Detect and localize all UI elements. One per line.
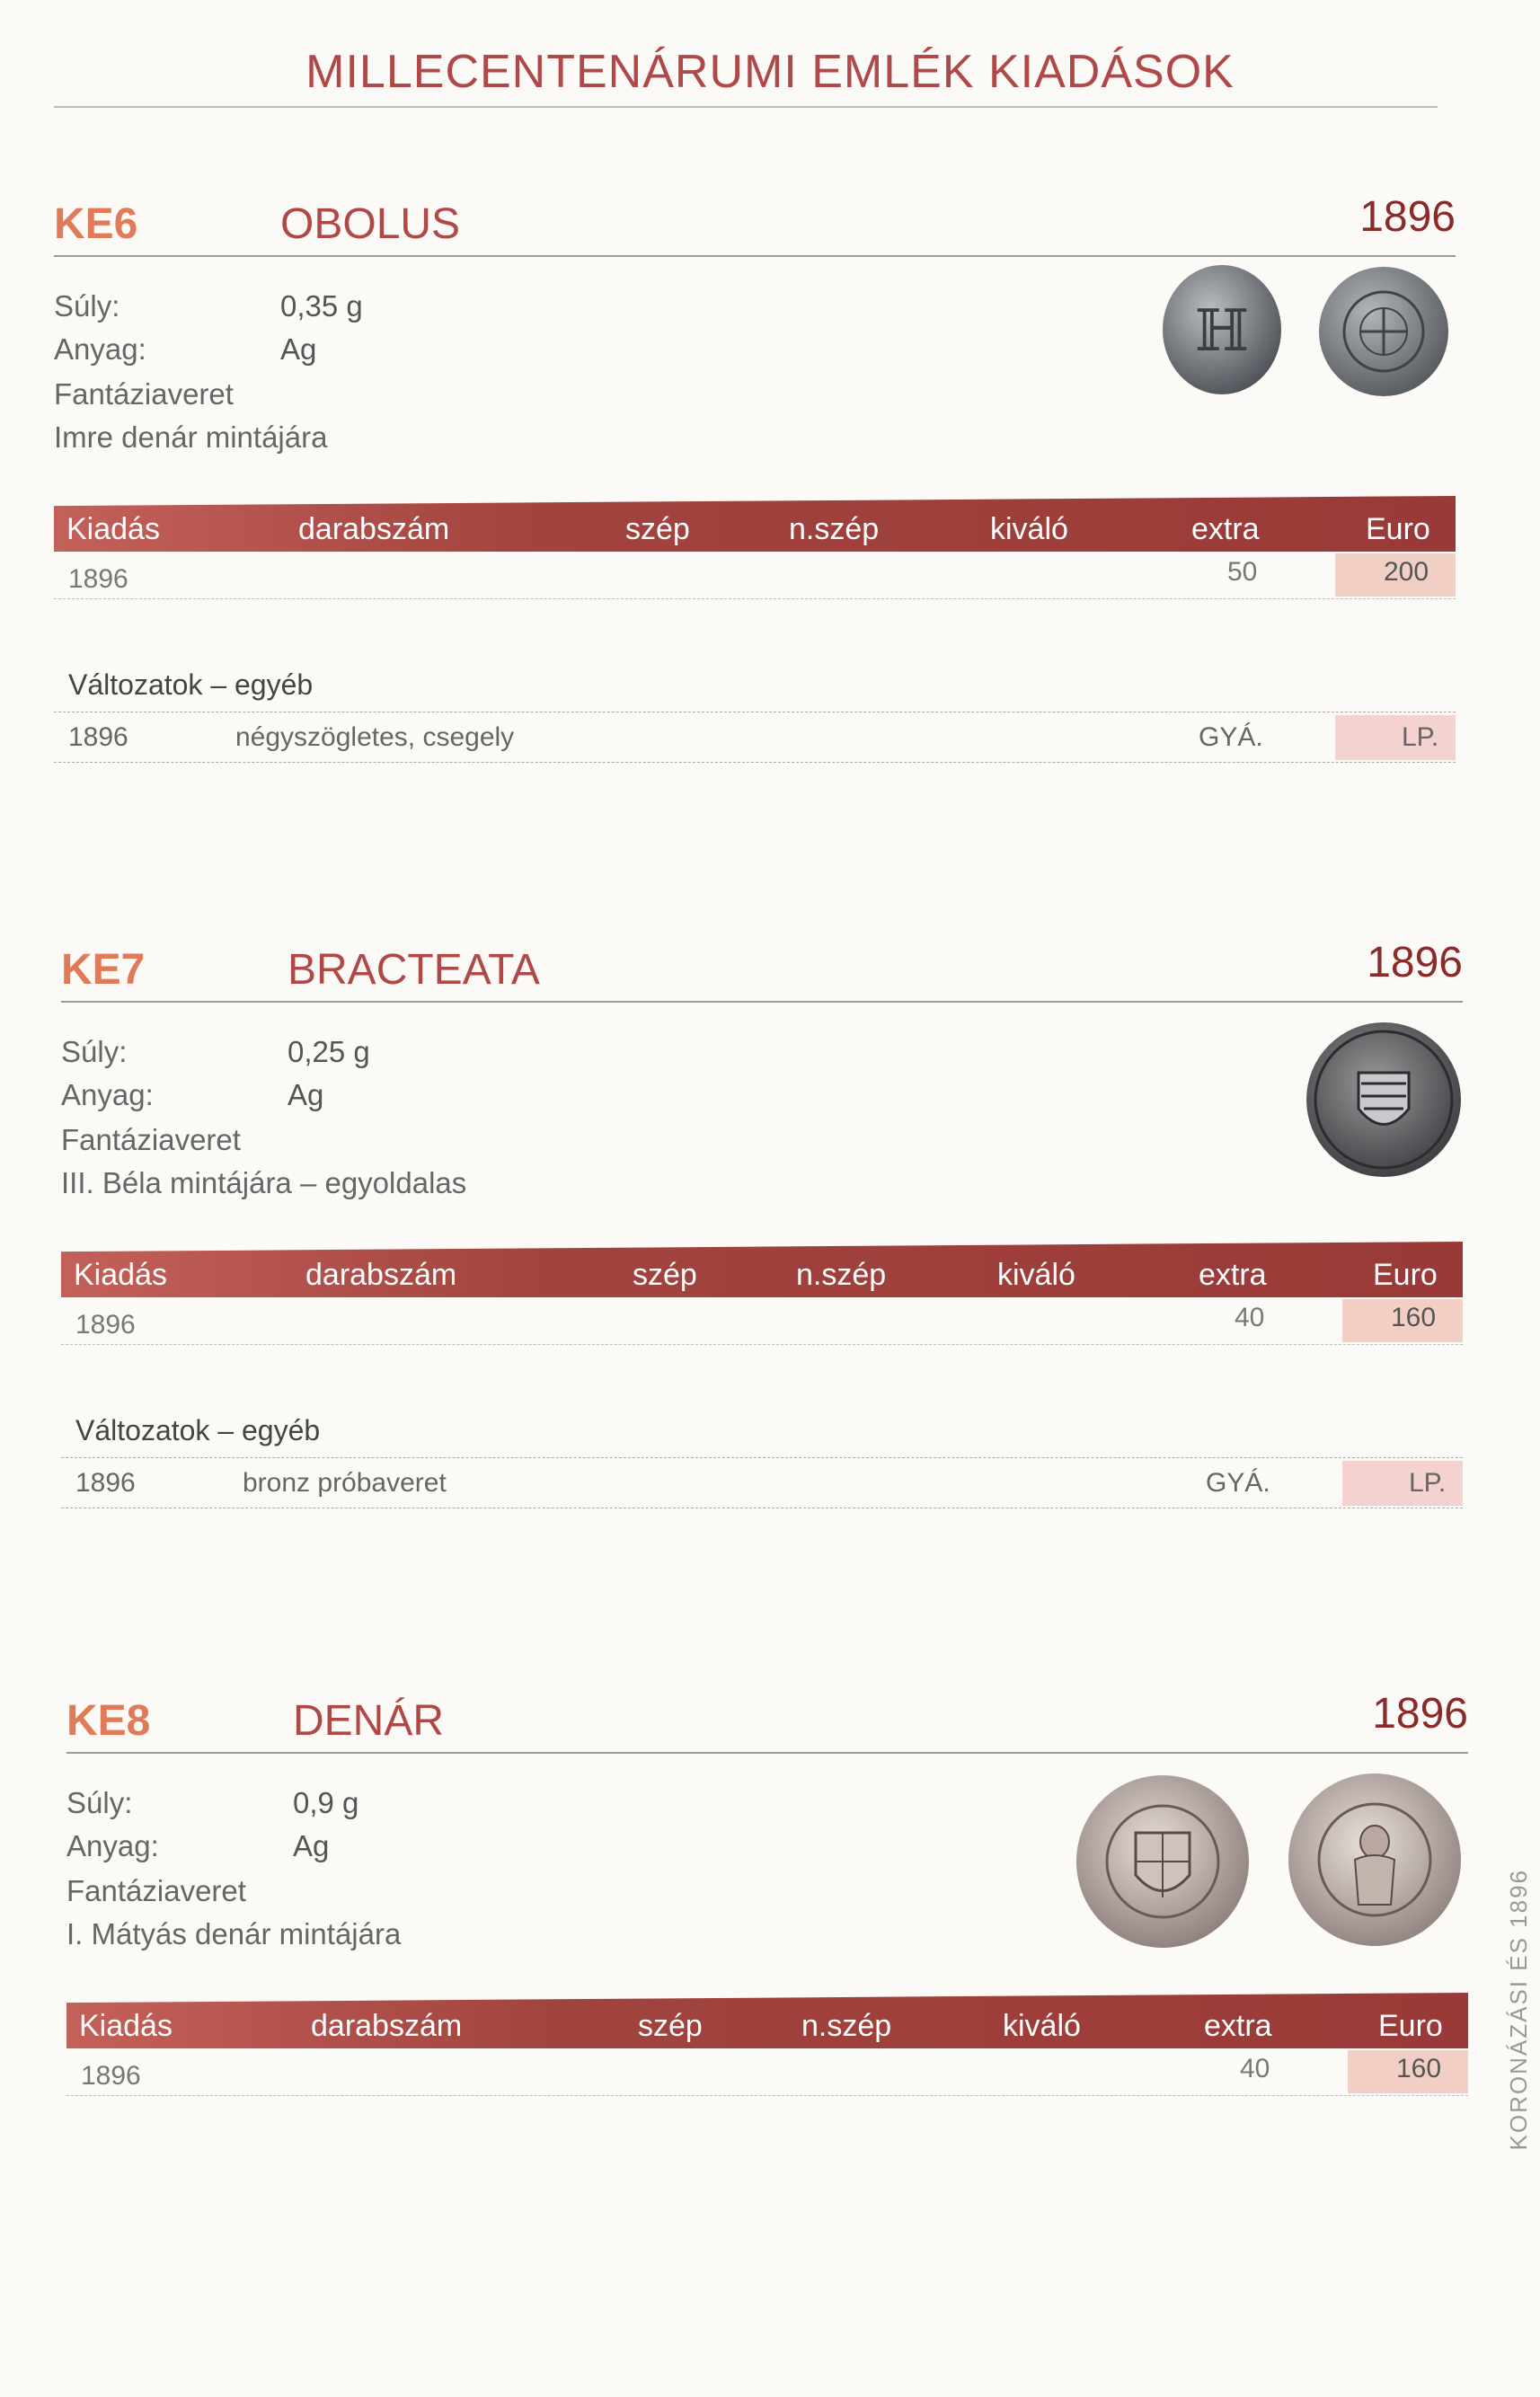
col-euro: Euro	[1366, 512, 1430, 546]
entry-divider	[61, 1001, 1463, 1003]
catalog-entry-ke6	[54, 193, 1456, 900]
table-row	[66, 2050, 1468, 2093]
coin-obverse-image	[1159, 262, 1285, 397]
variant-desc: négyszögletes, csegely	[235, 722, 515, 752]
variants-title: Változatok – egyéb	[75, 1414, 321, 1446]
svg-text:ℍ: ℍ	[1194, 298, 1250, 365]
entry-year: 1896	[1359, 193, 1456, 241]
material-value: Ag	[293, 1829, 330, 1862]
weight-value: 0,25 g	[288, 1035, 370, 1068]
col-euro: Euro	[1373, 1258, 1438, 1292]
table-row	[61, 1299, 1463, 1342]
col-count: darabszám	[298, 512, 450, 546]
entry-divider	[54, 255, 1456, 257]
row-issue: 1896	[75, 1310, 136, 1340]
material-label: Anyag:	[61, 1078, 154, 1111]
col-fine: szép	[638, 2009, 703, 2043]
entry-year: 1896	[1367, 939, 1463, 986]
entry-name: DENÁR	[293, 1697, 445, 1745]
col-count: darabszám	[305, 1258, 457, 1292]
table-header	[54, 496, 1456, 552]
table-header	[61, 1242, 1463, 1297]
issue-table	[66, 1993, 1468, 2101]
col-issue: Kiadás	[74, 1258, 167, 1292]
coin-image	[1303, 1019, 1465, 1181]
note-minting: Fantáziaveret	[54, 377, 234, 411]
col-extra: extra	[1199, 1258, 1267, 1292]
variant-euro: LP.	[1409, 1468, 1447, 1498]
col-issue: Kiadás	[79, 2009, 173, 2043]
col-issue: Kiadás	[66, 512, 160, 546]
material-value: Ag	[280, 332, 317, 366]
weight-value: 0,9 g	[293, 1786, 359, 1819]
catalog-entry-ke8	[66, 1690, 1468, 2397]
issue-table	[61, 1242, 1463, 1349]
row-extra: 40	[1235, 1303, 1265, 1332]
entry-name: BRACTEATA	[288, 946, 540, 994]
col-euro: Euro	[1378, 2009, 1443, 2043]
col-very-fine: n.szép	[801, 2009, 892, 2043]
variant-desc: bronz próbaveret	[243, 1468, 447, 1498]
row-extra: 40	[1240, 2054, 1270, 2083]
row-euro: 160	[1391, 1303, 1437, 1332]
row-euro: 160	[1396, 2054, 1442, 2083]
variants-title: Változatok – egyéb	[68, 668, 314, 701]
note-pattern: III. Béla mintájára – egyoldalas	[61, 1166, 467, 1199]
weight-label: Súly:	[54, 289, 120, 323]
row-euro: 200	[1384, 557, 1429, 587]
entry-name: OBOLUS	[280, 200, 461, 248]
row-issue: 1896	[68, 564, 128, 594]
coin-obverse-image	[1073, 1772, 1252, 1951]
coin-reverse-image	[1316, 264, 1451, 399]
note-pattern: Imre denár mintájára	[54, 420, 328, 454]
weight-label: Súly:	[61, 1035, 128, 1068]
weight-value: 0,35 g	[280, 289, 363, 323]
variant-euro: LP.	[1402, 722, 1439, 752]
variant-extra: GYÁ.	[1199, 722, 1263, 752]
variant-row	[54, 715, 1456, 758]
row-extra: 50	[1227, 557, 1258, 587]
material-label: Anyag:	[54, 332, 146, 366]
entry-year: 1896	[1372, 1690, 1468, 1738]
entry-code: KE6	[54, 200, 138, 248]
entry-code: KE8	[66, 1697, 151, 1745]
variant-extra: GYÁ.	[1206, 1468, 1270, 1498]
note-pattern: I. Mátyás denár mintájára	[66, 1917, 402, 1950]
col-fine: szép	[625, 512, 690, 546]
catalog-entry-ke7	[61, 939, 1463, 1646]
col-extra: extra	[1191, 512, 1260, 546]
table-row	[54, 553, 1456, 597]
col-fine: szép	[633, 1258, 697, 1292]
col-count: darabszám	[311, 2009, 463, 2043]
variants-section	[61, 1414, 1463, 1513]
col-very-fine: n.szép	[796, 1258, 887, 1292]
page-title: MILLECENTENÁRUMI EMLÉK KIADÁSOK	[305, 46, 1235, 98]
variants-section	[54, 668, 1456, 767]
side-margin-text: KORONÁZÁSI ÉS 1896	[1505, 1869, 1532, 2151]
col-excellent: kiváló	[1003, 2009, 1081, 2043]
issue-table	[54, 496, 1456, 604]
material-label: Anyag:	[66, 1829, 159, 1862]
table-header	[66, 1993, 1468, 2048]
note-minting: Fantáziaveret	[66, 1874, 246, 1907]
coin-reverse-image	[1285, 1770, 1465, 1950]
weight-label: Súly:	[66, 1786, 133, 1819]
col-excellent: kiváló	[997, 1258, 1075, 1292]
note-minting: Fantáziaveret	[61, 1123, 241, 1156]
col-extra: extra	[1204, 2009, 1272, 2043]
entry-divider	[66, 1752, 1468, 1754]
material-value: Ag	[288, 1078, 324, 1111]
variant-issue: 1896	[68, 722, 128, 752]
variant-issue: 1896	[75, 1468, 136, 1498]
col-very-fine: n.szép	[789, 512, 880, 546]
col-excellent: kiváló	[990, 512, 1068, 546]
entry-code: KE7	[61, 946, 146, 994]
row-issue: 1896	[81, 2061, 141, 2091]
title-divider	[54, 106, 1438, 108]
variant-row	[61, 1461, 1463, 1504]
